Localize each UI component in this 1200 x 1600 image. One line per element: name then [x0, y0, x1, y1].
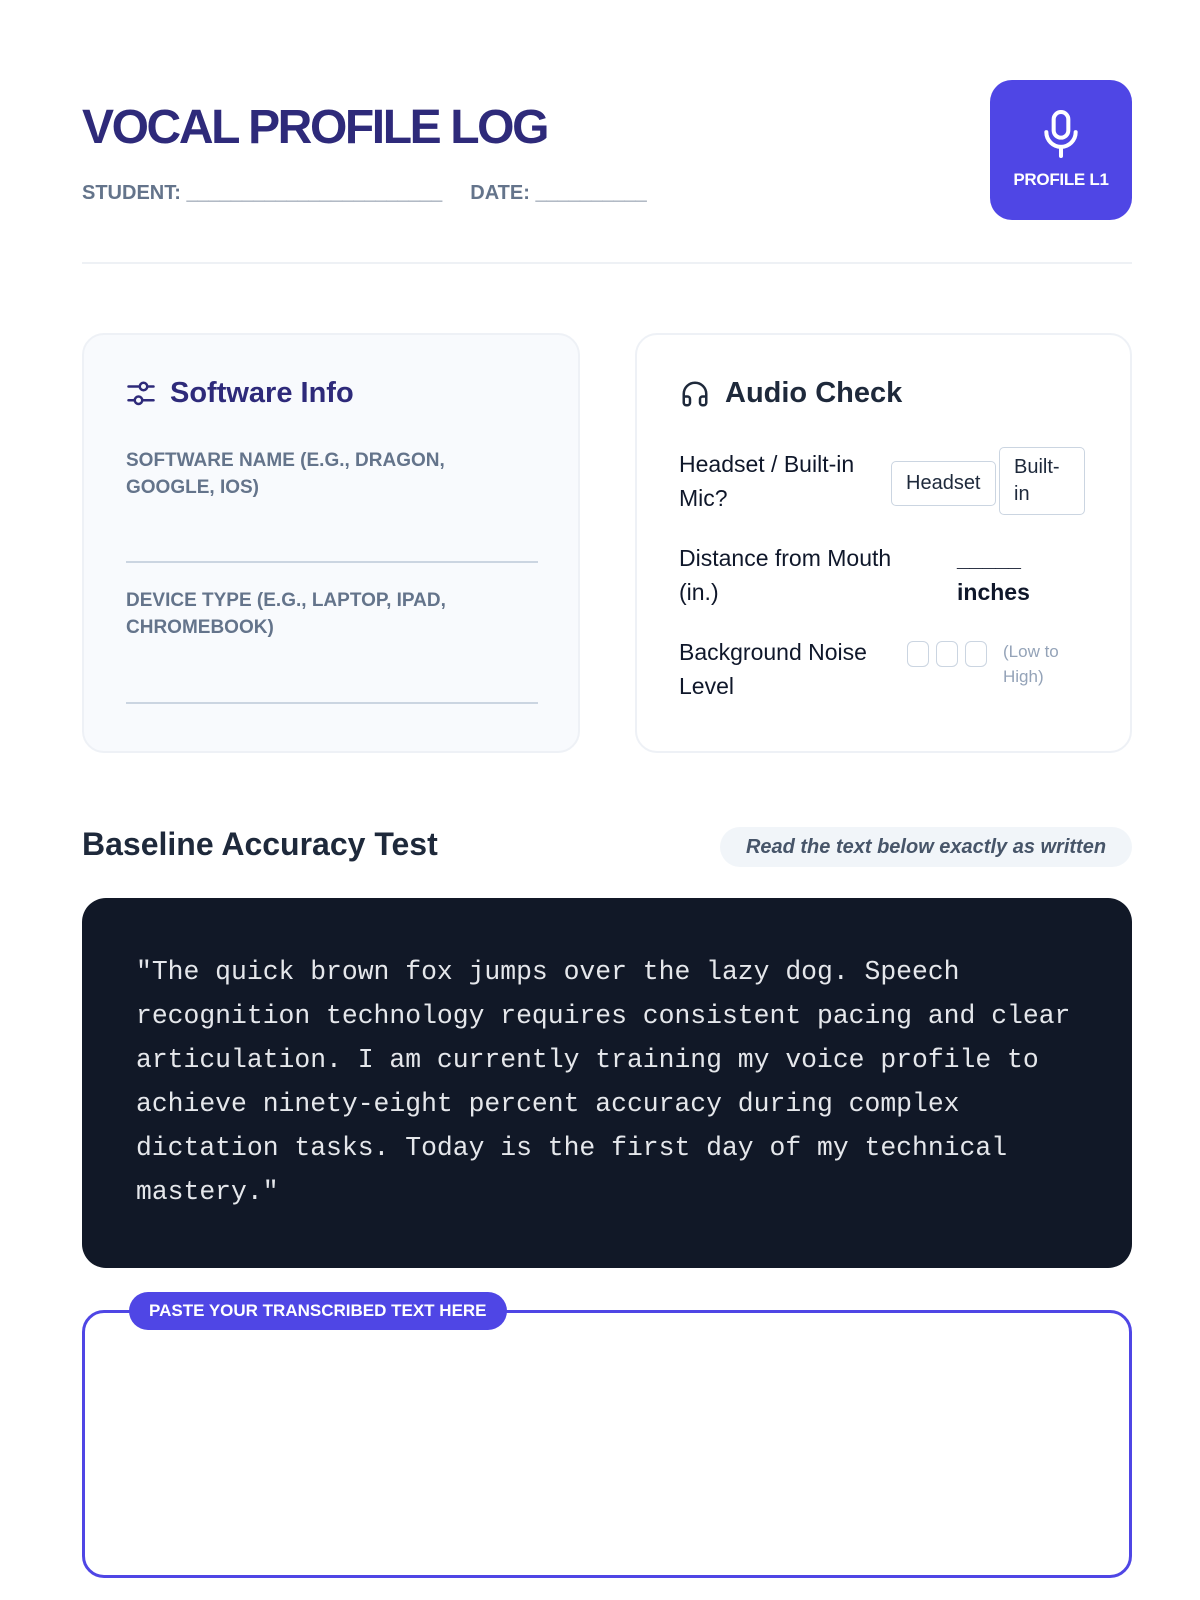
- audio-check-card: [635, 333, 1132, 753]
- profile-badge: [990, 80, 1132, 220]
- transcription-label: PASTE YOUR TRANSCRIBED TEXT HERE: [129, 1292, 507, 1330]
- noise-row: [679, 635, 1099, 705]
- noise-question: Background Noise Level: [679, 639, 867, 699]
- distance-value[interactable]: _____ inches: [957, 545, 1030, 605]
- badge-label: PROFILE L1: [1013, 170, 1109, 189]
- instruction-pill: Read the text below exactly as written: [720, 827, 1132, 867]
- audio-card-title: Audio Check: [725, 377, 903, 409]
- noise-level-box-2[interactable]: [936, 641, 958, 667]
- transcription-textarea[interactable]: [82, 1301, 1132, 1578]
- software-name-input-line[interactable]: [126, 561, 538, 563]
- passage-box: [82, 898, 1132, 1268]
- header-divider: [82, 262, 1132, 264]
- date-field[interactable]: DATE: __________: [470, 182, 647, 204]
- device-type-label: DEVICE TYPE (E.G., LAPTOP, IPAD, CHROMEBOOK): [126, 590, 446, 638]
- option-headset[interactable]: Headset: [891, 461, 996, 506]
- microphone-icon: [1039, 108, 1083, 160]
- software-name-label: SOFTWARE NAME (E.G., DRAGON, GOOGLE, IOS): [126, 450, 445, 498]
- passage-text: "The quick brown fox jumps over the lazy dog. Speech recognition technology requires consistent pacing and clear articulation. I am currently training my voice profile to achieve ninety-eight percent accuracy during complex dictation tasks. Today is the first day of my technical mastery.": [136, 957, 1071, 1207]
- distance-question: Distance from Mouth (in.): [679, 545, 892, 605]
- software-info-card: [82, 333, 580, 753]
- noise-level-box-1[interactable]: [907, 641, 929, 667]
- student-date-line: [82, 182, 647, 205]
- option-built-in[interactable]: Built-in: [999, 447, 1085, 515]
- mic-question: Headset / Built-in Mic?: [679, 451, 855, 511]
- headphones-icon: [679, 379, 711, 409]
- sliders-icon: [126, 380, 156, 408]
- software-card-heading: [126, 377, 354, 410]
- page-header: [82, 80, 1132, 264]
- distance-row: [679, 541, 1099, 611]
- audio-card-heading: [679, 377, 902, 410]
- baseline-section-title: Baseline Accuracy Test: [82, 826, 438, 862]
- page-title: VOCAL PROFILE LOG: [82, 101, 548, 154]
- noise-level-box-3[interactable]: [965, 641, 987, 667]
- noise-hint: (Low to High): [1003, 642, 1059, 686]
- device-type-input-line[interactable]: [126, 702, 538, 704]
- software-card-title: Software Info: [170, 377, 354, 409]
- mic-row: [679, 447, 1099, 517]
- student-field[interactable]: STUDENT: _______________________: [82, 182, 443, 204]
